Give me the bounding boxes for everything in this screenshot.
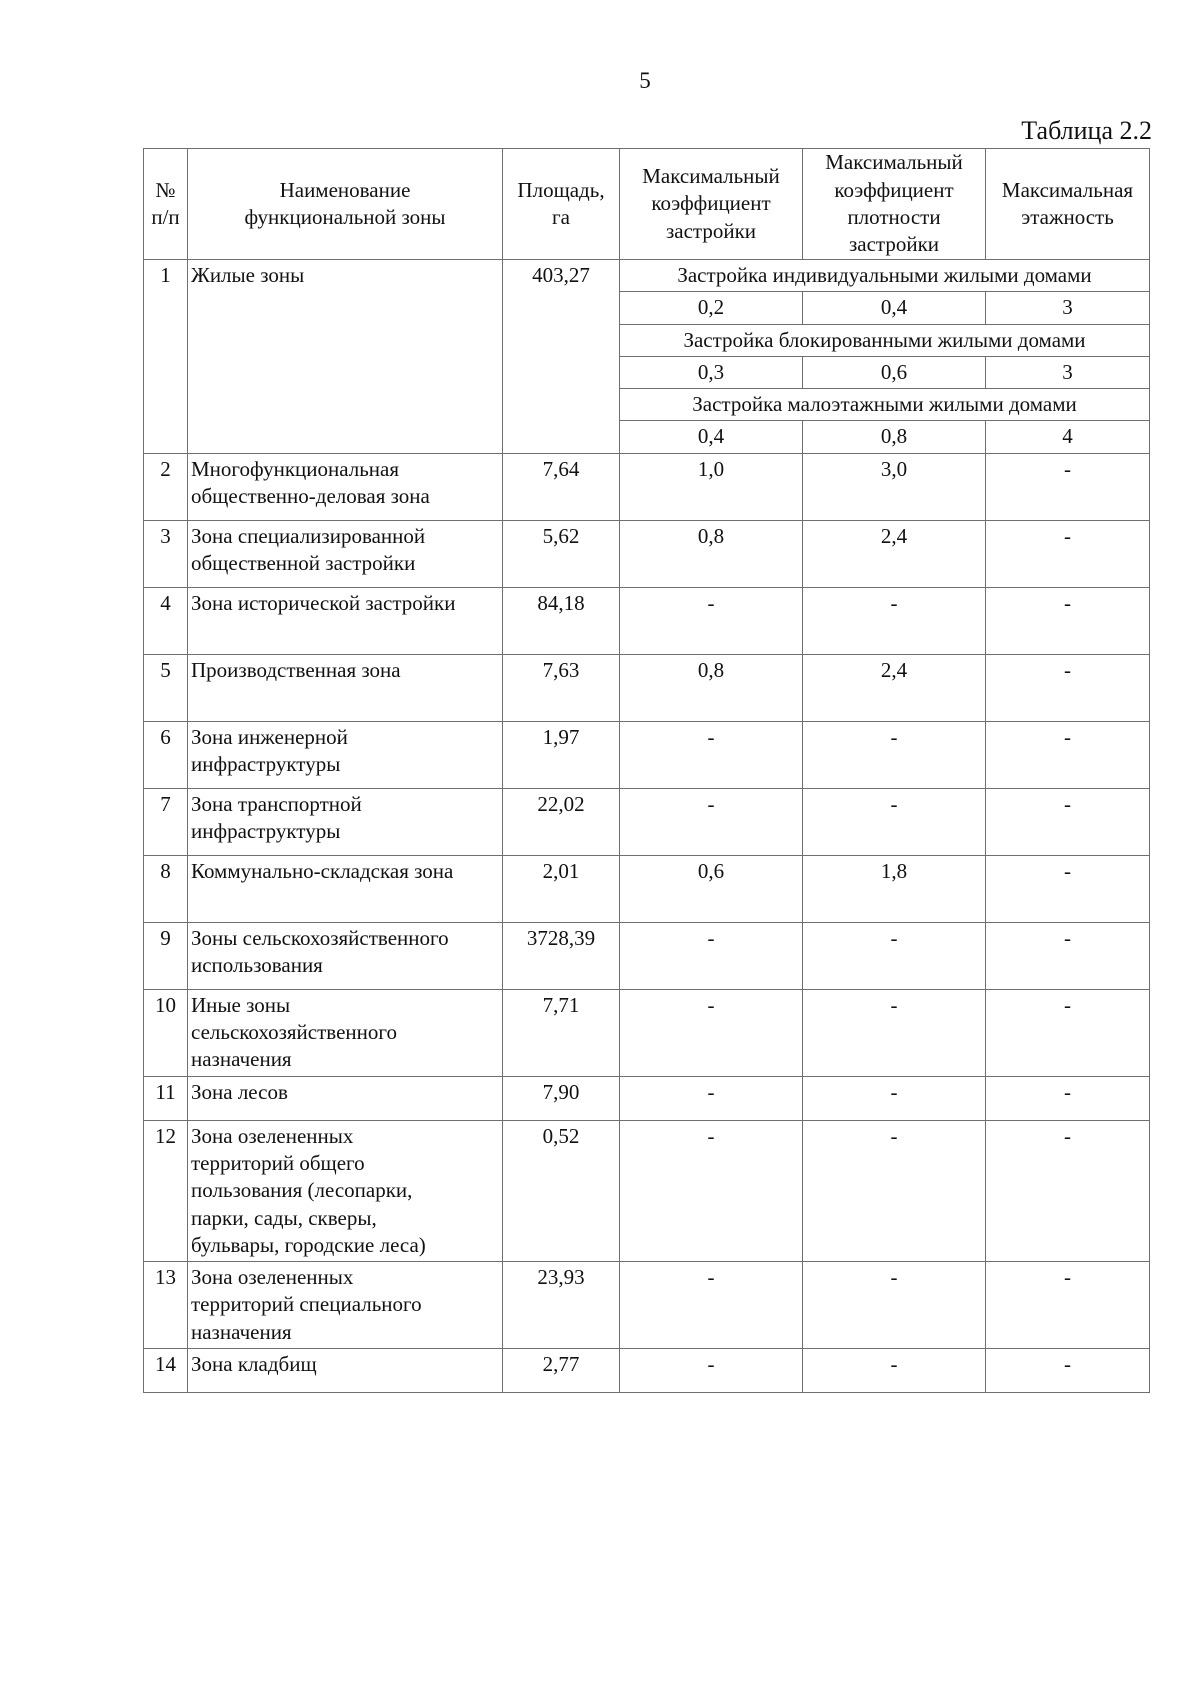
row-density-coefficient: - xyxy=(803,1076,986,1120)
row-area: 84,18 xyxy=(503,587,620,654)
row-max-floors: 4 xyxy=(986,421,1150,453)
row-number: 14 xyxy=(144,1349,188,1393)
row-number: 2 xyxy=(144,453,188,520)
table-row xyxy=(144,587,1150,654)
row-max-floors: 3 xyxy=(986,356,1150,388)
row-number: 6 xyxy=(144,721,188,788)
row-area: 5,62 xyxy=(503,520,620,587)
row-number: 5 xyxy=(144,654,188,721)
table-row xyxy=(144,453,1150,520)
row-building-coefficient: - xyxy=(620,1076,803,1120)
row-area: 2,01 xyxy=(503,855,620,922)
row-area: 7,64 xyxy=(503,453,620,520)
subsection-label: Застройка блокированными жилыми домами xyxy=(620,324,1150,356)
row-max-floors: - xyxy=(986,1076,1150,1120)
row-number: 10 xyxy=(144,989,188,1076)
row-max-floors: - xyxy=(986,721,1150,788)
row-max-floors: - xyxy=(986,654,1150,721)
table-row xyxy=(144,721,1150,788)
row-zone-name: Зона инженерной инфраструктуры xyxy=(188,721,503,788)
row-area: 23,93 xyxy=(503,1262,620,1349)
row-building-coefficient: 1,0 xyxy=(620,453,803,520)
row-building-coefficient: 0,4 xyxy=(620,421,803,453)
row-density-coefficient: - xyxy=(803,1262,986,1349)
row-max-floors: - xyxy=(986,1120,1150,1261)
row-density-coefficient: 3,0 xyxy=(803,453,986,520)
row-zone-name: Зона лесов xyxy=(188,1076,503,1120)
row-zone-name: Многофункциональная общественно-деловая зона xyxy=(188,453,503,520)
row-number: 13 xyxy=(144,1262,188,1349)
row-density-coefficient: 0,6 xyxy=(803,356,986,388)
row-max-floors: - xyxy=(986,520,1150,587)
row-zone-name: Зона транспортной инфраструктуры xyxy=(188,788,503,855)
row-area: 1,97 xyxy=(503,721,620,788)
header-building-coefficient: Максимальный коэффициент застройки xyxy=(620,149,803,260)
row-area: 22,02 xyxy=(503,788,620,855)
table-row xyxy=(144,1262,1150,1349)
row-max-floors: - xyxy=(986,788,1150,855)
row-density-coefficient: 2,4 xyxy=(803,654,986,721)
row-zone-name: Зоны сельскохозяйственного использования xyxy=(188,922,503,989)
header-row xyxy=(144,149,1150,260)
row-number: 8 xyxy=(144,855,188,922)
row-zone-name: Коммунально-складская зона xyxy=(188,855,503,922)
row-zone-name: Зона озелененных территорий общего пользования (лесопарки, парки, сады, скверы, бульвары, городские леса) xyxy=(188,1120,503,1261)
row-zone-name: Зона исторической застройки xyxy=(188,587,503,654)
row-building-coefficient: 0,6 xyxy=(620,855,803,922)
row-zone-name: Иные зоны сельскохозяйственного назначения xyxy=(188,989,503,1076)
table-row xyxy=(144,1120,1150,1261)
row-zone-name: Жилые зоны xyxy=(188,260,503,454)
row-max-floors: - xyxy=(986,855,1150,922)
subsection-label: Застройка индивидуальными жилыми домами xyxy=(620,260,1150,292)
row-number: 7 xyxy=(144,788,188,855)
row-building-coefficient: - xyxy=(620,788,803,855)
row-max-floors: - xyxy=(986,1262,1150,1349)
table-row xyxy=(144,1349,1150,1393)
table-row xyxy=(144,1076,1150,1120)
table-row xyxy=(144,922,1150,989)
row-building-coefficient: - xyxy=(620,1262,803,1349)
row-number: 9 xyxy=(144,922,188,989)
row-building-coefficient: - xyxy=(620,1120,803,1261)
header-density-coefficient: Максимальный коэффициент плотности застройки xyxy=(803,149,986,260)
table-row xyxy=(144,520,1150,587)
row-area: 7,71 xyxy=(503,989,620,1076)
row-density-coefficient: 1,8 xyxy=(803,855,986,922)
zones-table xyxy=(143,148,1150,1393)
row-density-coefficient: - xyxy=(803,721,986,788)
table-row xyxy=(144,989,1150,1076)
row-building-coefficient: 0,8 xyxy=(620,654,803,721)
table-caption: Таблица 2.2 xyxy=(1021,116,1152,145)
row-building-coefficient: 0,8 xyxy=(620,520,803,587)
row-number: 1 xyxy=(144,260,188,454)
row-zone-name: Зона кладбищ xyxy=(188,1349,503,1393)
row-area: 7,90 xyxy=(503,1076,620,1120)
row-number: 11 xyxy=(144,1076,188,1120)
row-area: 2,77 xyxy=(503,1349,620,1393)
row-building-coefficient: 0,3 xyxy=(620,356,803,388)
row-zone-name: Производственная зона xyxy=(188,654,503,721)
row-building-coefficient: 0,2 xyxy=(620,292,803,324)
header-zone-name: Наименование функциональной зоны xyxy=(188,149,503,260)
row-building-coefficient: - xyxy=(620,989,803,1076)
row-zone-name: Зона озелененных территорий специального назначения xyxy=(188,1262,503,1349)
row-max-floors: - xyxy=(986,453,1150,520)
row-density-coefficient: - xyxy=(803,989,986,1076)
table-row xyxy=(144,260,1150,292)
row-building-coefficient: - xyxy=(620,1349,803,1393)
row-density-coefficient: - xyxy=(803,1120,986,1261)
table-row xyxy=(144,855,1150,922)
row-number: 4 xyxy=(144,587,188,654)
row-density-coefficient: - xyxy=(803,788,986,855)
subsection-label: Застройка малоэтажными жилыми домами xyxy=(620,389,1150,421)
row-density-coefficient: - xyxy=(803,922,986,989)
row-max-floors: - xyxy=(986,1349,1150,1393)
table-row xyxy=(144,788,1150,855)
row-density-coefficient: 0,8 xyxy=(803,421,986,453)
row-area: 403,27 xyxy=(503,260,620,454)
row-building-coefficient: - xyxy=(620,922,803,989)
page-number: 5 xyxy=(639,68,651,93)
table-row xyxy=(144,654,1150,721)
header-number: № п/п xyxy=(144,149,188,260)
row-density-coefficient: - xyxy=(803,1349,986,1393)
row-density-coefficient: 0,4 xyxy=(803,292,986,324)
row-number: 12 xyxy=(144,1120,188,1261)
row-max-floors: - xyxy=(986,989,1150,1076)
row-max-floors: - xyxy=(986,587,1150,654)
row-area: 7,63 xyxy=(503,654,620,721)
row-building-coefficient: - xyxy=(620,587,803,654)
row-building-coefficient: - xyxy=(620,721,803,788)
row-max-floors: 3 xyxy=(986,292,1150,324)
header-max-floors: Максимальная этажность xyxy=(986,149,1150,260)
row-number: 3 xyxy=(144,520,188,587)
row-density-coefficient: 2,4 xyxy=(803,520,986,587)
row-area: 0,52 xyxy=(503,1120,620,1261)
header-area: Площадь, га xyxy=(503,149,620,260)
row-density-coefficient: - xyxy=(803,587,986,654)
row-max-floors: - xyxy=(986,922,1150,989)
row-area: 3728,39 xyxy=(503,922,620,989)
row-zone-name: Зона специализированной общественной застройки xyxy=(188,520,503,587)
